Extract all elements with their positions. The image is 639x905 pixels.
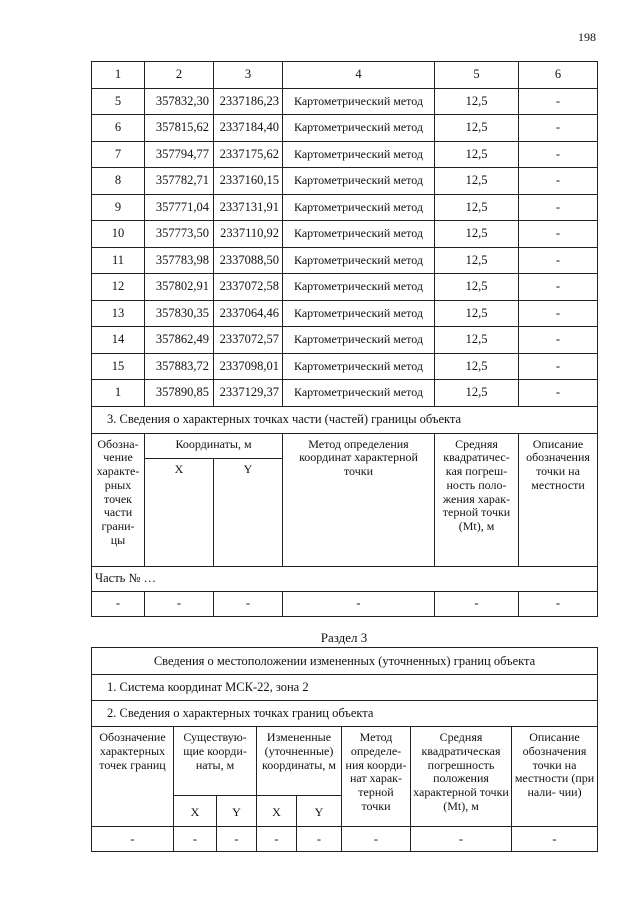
table-cell: 12,5 bbox=[435, 353, 519, 380]
table-row bbox=[92, 380, 598, 407]
table-cell: Картометрический метод bbox=[283, 274, 435, 301]
table-cell: Картометрический метод bbox=[283, 141, 435, 168]
table-cell: 12,5 bbox=[435, 380, 519, 407]
table-cell: - bbox=[519, 141, 598, 168]
table-cell: - bbox=[519, 327, 598, 354]
table-header-row bbox=[92, 62, 598, 89]
table-row bbox=[92, 115, 598, 142]
header-cell: 4 bbox=[283, 62, 435, 89]
empty-cell: - bbox=[512, 827, 598, 852]
table-row bbox=[92, 247, 598, 274]
table-cell: 2337131,91 bbox=[214, 194, 283, 221]
table-cell: Картометрический метод bbox=[283, 300, 435, 327]
table-cell: 12,5 bbox=[435, 221, 519, 248]
table-cell: - bbox=[519, 380, 598, 407]
header-y: Y bbox=[297, 796, 342, 827]
table-cell: 357832,30 bbox=[145, 88, 214, 115]
table-cell: Картометрический метод bbox=[283, 327, 435, 354]
table-cell: 357883,72 bbox=[145, 353, 214, 380]
header-designation: Обозначение характерных точек границ bbox=[92, 727, 174, 827]
empty-cell: - bbox=[297, 827, 342, 852]
table-cell: - bbox=[519, 168, 598, 195]
header-method: Метод определения координат характерной точки bbox=[283, 433, 435, 566]
table-cell: 2337064,46 bbox=[214, 300, 283, 327]
table-row bbox=[92, 194, 598, 221]
table-cell: 12,5 bbox=[435, 300, 519, 327]
table-cell: 2337072,58 bbox=[214, 274, 283, 301]
points-title-row bbox=[92, 701, 598, 727]
table-cell: 5 bbox=[92, 88, 145, 115]
page-number: 198 bbox=[578, 30, 596, 44]
header-x: X bbox=[257, 796, 297, 827]
header-existing-coords: Существую- щие коорди- наты, м bbox=[174, 727, 257, 796]
empty-cell: - bbox=[92, 591, 145, 616]
table-row bbox=[92, 353, 598, 380]
section3-empty-row bbox=[92, 591, 598, 616]
table-row bbox=[92, 327, 598, 354]
razdel-empty-row bbox=[92, 827, 598, 852]
header-description: Описание обозначения точки на местности (при нали- чии) bbox=[512, 727, 598, 827]
table-cell: - bbox=[519, 247, 598, 274]
table-cell: 2337072,57 bbox=[214, 327, 283, 354]
table-cell: 357773,50 bbox=[145, 221, 214, 248]
table-cell: 12,5 bbox=[435, 247, 519, 274]
header-accuracy: Средняя квадратичес- кая погреш- ность поло- жения харак- терной точки (Mt), м bbox=[435, 433, 519, 566]
table-cell: - bbox=[519, 115, 598, 142]
header-description: Описание обозначения точки на местности bbox=[519, 433, 598, 566]
empty-cell: - bbox=[342, 827, 411, 852]
razdel-title-row bbox=[92, 648, 598, 675]
table-cell: Картометрический метод bbox=[283, 380, 435, 407]
header-method: Метод определе- ния коорди- нат харак- терной точки bbox=[342, 727, 411, 827]
table-cell: 8 bbox=[92, 168, 145, 195]
part-row bbox=[92, 566, 598, 591]
header-cell: 2 bbox=[145, 62, 214, 89]
table-cell: 12,5 bbox=[435, 115, 519, 142]
table-row bbox=[92, 141, 598, 168]
table-cell: Картометрический метод bbox=[283, 115, 435, 142]
table-cell: 357830,35 bbox=[145, 300, 214, 327]
table-cell: 12,5 bbox=[435, 274, 519, 301]
coordinate-system-row bbox=[92, 675, 598, 701]
table-cell: 11 bbox=[92, 247, 145, 274]
table-cell: 2337129,37 bbox=[214, 380, 283, 407]
header-designation: Обозна- чение характе- рных точек части грани- цы bbox=[92, 433, 145, 566]
empty-cell: - bbox=[283, 591, 435, 616]
section3-title: 3. Сведения о характерных точках части (частей) границы объекта bbox=[92, 406, 598, 433]
table-cell: 2337098,01 bbox=[214, 353, 283, 380]
header-x: X bbox=[145, 458, 214, 566]
table-cell: 357771,04 bbox=[145, 194, 214, 221]
table-cell: 9 bbox=[92, 194, 145, 221]
razdel-title: Сведения о местоположении измененных (уточненных) границ объекта bbox=[92, 648, 598, 675]
header-x: X bbox=[174, 796, 217, 827]
table-cell: 10 bbox=[92, 221, 145, 248]
header-cell: 6 bbox=[519, 62, 598, 89]
header-cell: 3 bbox=[214, 62, 283, 89]
table-cell: 12,5 bbox=[435, 141, 519, 168]
header-y: Y bbox=[214, 458, 283, 566]
section-heading: Раздел 3 bbox=[320, 630, 368, 645]
table-cell: 2337175,62 bbox=[214, 141, 283, 168]
coordinate-system: 1. Система координат МСК-22, зона 2 bbox=[92, 675, 598, 701]
table-cell: Картометрический метод bbox=[283, 353, 435, 380]
header-cell: 5 bbox=[435, 62, 519, 89]
empty-cell: - bbox=[174, 827, 217, 852]
header-cell: 1 bbox=[92, 62, 145, 89]
table-cell: 2337088,50 bbox=[214, 247, 283, 274]
empty-cell: - bbox=[217, 827, 257, 852]
table-cell: 2337184,40 bbox=[214, 115, 283, 142]
table-cell: 357782,71 bbox=[145, 168, 214, 195]
header-accuracy: Средняя квадратическая погрешность положения характерной точки (Mt), м bbox=[411, 727, 512, 827]
empty-cell: - bbox=[435, 591, 519, 616]
table-cell: 7 bbox=[92, 141, 145, 168]
razdel-header-row bbox=[92, 727, 598, 796]
table-cell: 12,5 bbox=[435, 88, 519, 115]
table-cell: 12 bbox=[92, 274, 145, 301]
empty-cell: - bbox=[411, 827, 512, 852]
table-cell: 12,5 bbox=[435, 194, 519, 221]
empty-cell: - bbox=[214, 591, 283, 616]
empty-cell: - bbox=[92, 827, 174, 852]
section3-title-row bbox=[92, 406, 598, 433]
empty-cell: - bbox=[257, 827, 297, 852]
table-cell: 357862,49 bbox=[145, 327, 214, 354]
points-title: 2. Сведения о характерных точках границ объекта bbox=[92, 701, 598, 727]
header-y: Y bbox=[217, 796, 257, 827]
empty-cell: - bbox=[145, 591, 214, 616]
part-label: Часть № … bbox=[92, 566, 598, 591]
table-cell: Картометрический метод bbox=[283, 247, 435, 274]
table-cell: 12,5 bbox=[435, 327, 519, 354]
table-cell: Картометрический метод bbox=[283, 88, 435, 115]
table-cell: - bbox=[519, 194, 598, 221]
table-cell: 12,5 bbox=[435, 168, 519, 195]
table-cell: 2337160,15 bbox=[214, 168, 283, 195]
table-cell: - bbox=[519, 353, 598, 380]
empty-cell: - bbox=[519, 591, 598, 616]
table-cell: Картометрический метод bbox=[283, 168, 435, 195]
table-cell: 2337186,23 bbox=[214, 88, 283, 115]
table-row bbox=[92, 88, 598, 115]
table-cell: 13 bbox=[92, 300, 145, 327]
table-cell: 357815,62 bbox=[145, 115, 214, 142]
header-coordinates: Координаты, м bbox=[145, 433, 283, 458]
table-row bbox=[92, 168, 598, 195]
table-row bbox=[92, 300, 598, 327]
section3-header-row bbox=[92, 433, 598, 458]
table-cell: 357783,98 bbox=[145, 247, 214, 274]
table-cell: Картометрический метод bbox=[283, 194, 435, 221]
header-changed-coords: Измененные (уточненные) координаты, м bbox=[257, 727, 342, 796]
table-cell: 6 bbox=[92, 115, 145, 142]
table-row bbox=[92, 221, 598, 248]
table-cell: 15 bbox=[92, 353, 145, 380]
table-cell: - bbox=[519, 88, 598, 115]
table-cell: Картометрический метод bbox=[283, 221, 435, 248]
changed-boundaries-table bbox=[91, 647, 598, 852]
table-cell: 357890,85 bbox=[145, 380, 214, 407]
table-cell: - bbox=[519, 274, 598, 301]
table-cell: 2337110,92 bbox=[214, 221, 283, 248]
boundary-points-table bbox=[91, 61, 598, 617]
table-cell: 357802,91 bbox=[145, 274, 214, 301]
table-cell: 14 bbox=[92, 327, 145, 354]
table-row bbox=[92, 274, 598, 301]
table-cell: - bbox=[519, 221, 598, 248]
table-cell: - bbox=[519, 300, 598, 327]
table-cell: 1 bbox=[92, 380, 145, 407]
table-cell: 357794,77 bbox=[145, 141, 214, 168]
